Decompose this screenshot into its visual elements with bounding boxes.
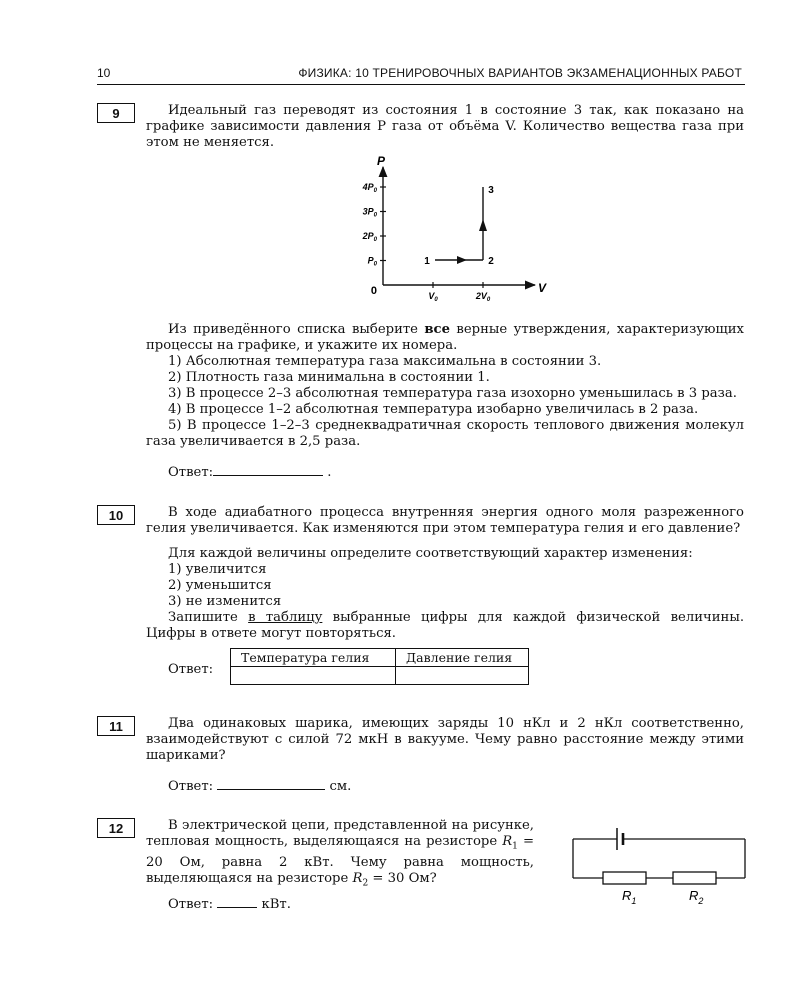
q11-answer-field[interactable] <box>217 777 325 790</box>
header-rule <box>97 84 745 85</box>
page-number: 10 <box>97 66 111 80</box>
y-axis-label: P <box>376 155 386 168</box>
q9-option-4: 4) В процессе 1–2 абсолютная температура изобарно увеличилась в 2 раза. <box>168 402 699 417</box>
y-tick-label: $4P_0$ <box>362 182 377 194</box>
answer-cell-pressure[interactable] <box>396 667 529 685</box>
q10-option-3: 3) не изменится <box>168 594 282 609</box>
q11-text: Два одинаковых шарика, имеющих заряды 10 нКл и 2 нКл соответственно, взаимодействуют с силой 72 мкН в вакууме. Чему равно расстояние между этими шариками? <box>146 716 744 763</box>
table-header-temperature: Температура гелия <box>231 649 396 667</box>
q12-answer-label: Ответ: <box>168 897 214 912</box>
q10-text: В ходе адиабатного процесса внутренняя энергия одного моля разреженного гелия увеличивается. Как изменяются при этом температура гелия и его давление? <box>146 505 744 536</box>
q12-text: В электрической цепи, представленной на рисунке, тепловая мощность, выделяющаяся на резисторе $R_1 = 20$ Ом, равна 2 кВт. Чему равна мощность, выделяющаяся на резисторе $R_2 = 30$ Ом? <box>146 818 534 889</box>
q9-option-5: 5) В процессе 1–2–3 среднеквадратичная скорость теплового движения молекул газа увеличивается в 2,5 раза. <box>146 418 744 449</box>
running-title: ФИЗИКА: 10 ТРЕНИРОВОЧНЫХ ВАРИАНТОВ ЭКЗАМЕНАЦИОННЫХ РАБОТ <box>298 66 742 80</box>
q9-text: Идеальный газ переводят из состояния 1 в состояние 3 так, как показано на графике зависимости давления P газа от объёма V. Количество вещества газа при этом не меняется. <box>146 103 744 150</box>
q9-answer-row <box>168 463 331 481</box>
arrow-2-3 <box>479 219 487 231</box>
q10-option-1: 1) увеличится <box>168 562 267 577</box>
q12-answer-row <box>168 895 291 913</box>
q12-answer-field[interactable] <box>217 895 257 908</box>
origin-label: 0 <box>370 285 377 297</box>
y-tick-label: $P_0$ <box>367 255 377 268</box>
q11-answer-row <box>168 777 351 795</box>
question-number-10: 10 <box>97 505 135 525</box>
circuit-diagram <box>565 822 755 912</box>
x-tick-label: $V_0$ <box>428 291 438 303</box>
label-r2: $R_2$ <box>689 888 704 906</box>
q11-answer-unit: см. <box>329 779 352 794</box>
resistor-r2 <box>673 872 716 884</box>
q11-answer-label: Ответ: <box>168 779 214 794</box>
answer-cell-temperature[interactable] <box>231 667 396 685</box>
q9-instruction: Из приведённого списка выберите все верные утверждения, характеризующих процессы на графике, и укажите их номера. <box>146 322 744 353</box>
q10-prompt: Для каждой величины определите соответствующий характер изменения: <box>168 546 693 561</box>
label-r1: $R_1$ <box>622 888 637 906</box>
q10-answer-label: Ответ: <box>168 662 214 677</box>
q10-write-instruction: Запишите в таблицу выбранные цифры для каждой физической величины. Цифры в ответе могут повторяться. <box>146 610 745 641</box>
y-tick-label: $2P_0$ <box>362 231 377 243</box>
pv-graph <box>355 155 555 305</box>
y-tick-label: $3P_0$ <box>362 206 377 219</box>
q9-option-1: 1) Абсолютная температура газа максимальна в состоянии 3. <box>168 354 602 369</box>
state-label-1: 1 <box>424 256 430 267</box>
q10-answer-table <box>230 648 529 685</box>
question-number-11: 11 <box>97 716 135 736</box>
q9-option-3: 3) В процессе 2–3 абсолютная температура газа изохорно уменьшилась в 3 раза. <box>168 386 737 401</box>
table-link: в таблицу <box>248 610 323 625</box>
q9-answer-period: . <box>327 465 332 480</box>
q10-option-2: 2) уменьшится <box>168 578 272 593</box>
state-label-2: 2 <box>488 256 494 267</box>
arrow-1-2 <box>457 256 467 264</box>
table-header-pressure: Давление гелия <box>396 649 529 667</box>
resistor-r1 <box>603 872 646 884</box>
x-tick-label: $2V_0$ <box>475 291 491 303</box>
question-number-9: 9 <box>97 103 135 123</box>
state-label-3: 3 <box>488 185 494 196</box>
q12-answer-unit: кВт. <box>261 897 291 912</box>
x-axis-label: V <box>537 281 547 295</box>
q9-answer-label: Ответ: <box>168 465 214 480</box>
question-number-12: 12 <box>97 818 135 838</box>
q9-answer-field[interactable] <box>213 463 323 476</box>
q9-option-2: 2) Плотность газа минимальна в состоянии 1. <box>168 370 490 385</box>
